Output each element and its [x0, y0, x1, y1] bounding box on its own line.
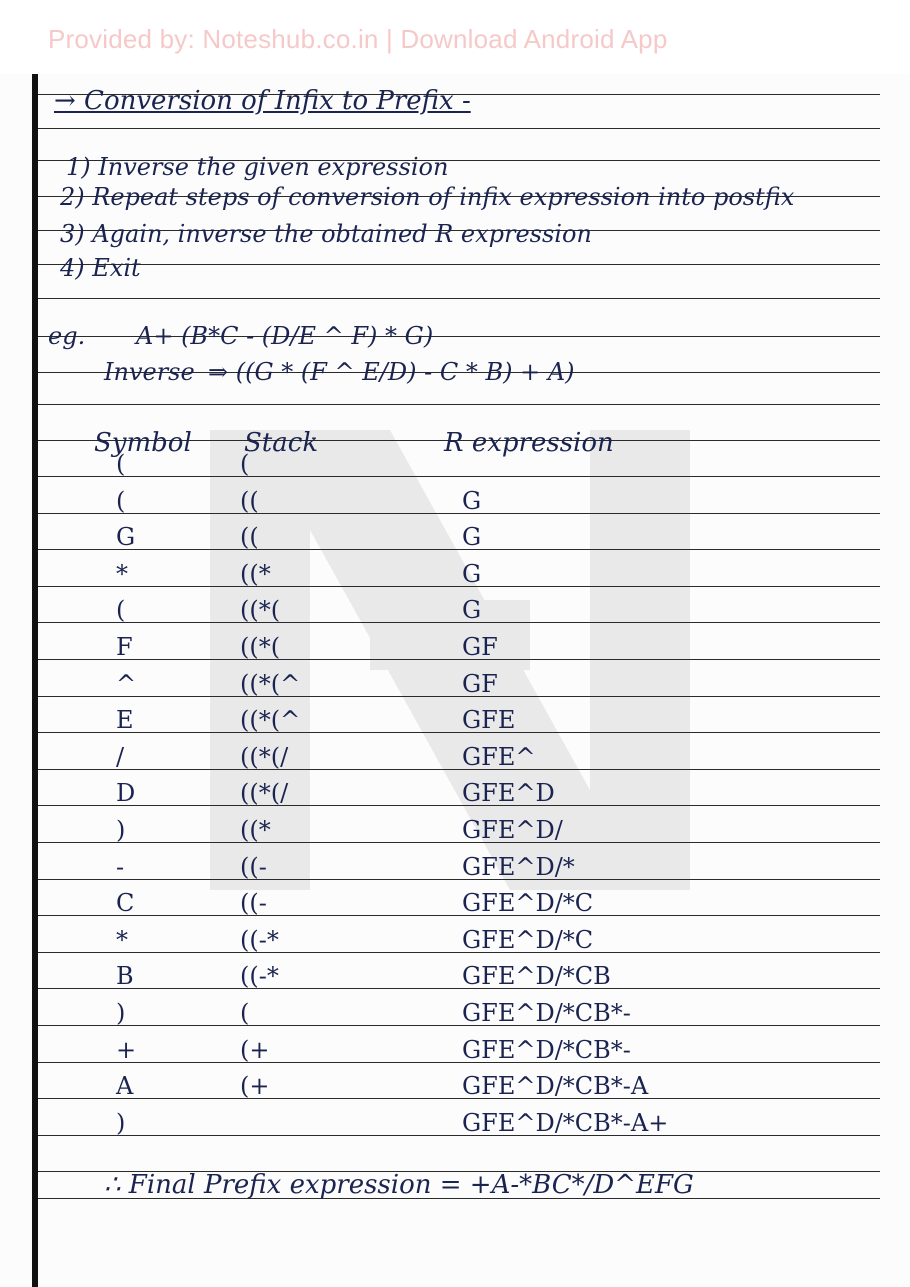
stack-cell: ((*(/ [240, 779, 289, 807]
ruled-line [38, 128, 880, 129]
symbol-cell: ) [116, 1109, 126, 1137]
ruled-line [38, 513, 880, 514]
symbol-cell: - [116, 853, 125, 881]
stack-cell: ((*( [240, 596, 281, 624]
ruled-line [38, 805, 880, 806]
step-2: 2) Repeat steps of conversion of infix expression into postfix [60, 183, 795, 211]
stack-cell: ((*(/ [240, 743, 289, 771]
page-heading: → Conversion of Infix to Prefix - [54, 86, 471, 116]
symbol-cell: E [116, 706, 134, 734]
symbol-cell: ( [116, 450, 126, 478]
final-prefix-expression: ∴ Final Prefix expression = +A-*BC*/D^EFG [104, 1170, 694, 1200]
r-expression-cell: GF [462, 633, 498, 661]
ruled-line [38, 549, 880, 550]
ruled-line [38, 915, 880, 916]
stack-cell: ((*(^ [240, 670, 301, 698]
margin-rule [32, 74, 38, 1287]
step-1: 1) Inverse the given expression [66, 153, 449, 181]
r-expression-cell: GFE^D/*CB*- [462, 999, 631, 1027]
step-3: 3) Again, inverse the obtained R expression [60, 220, 592, 248]
r-expression-cell: GFE^ [462, 743, 536, 771]
ruled-line [38, 842, 880, 843]
r-expression-cell: GFE [462, 706, 516, 734]
ruled-line [38, 1098, 880, 1099]
r-expression-cell: GFE^D/*CB [462, 962, 611, 990]
symbol-cell: * [116, 926, 128, 954]
symbol-cell: D [116, 779, 136, 807]
stack-cell: (( [240, 523, 259, 551]
ruled-line [38, 879, 880, 880]
symbol-cell: C [116, 889, 135, 917]
r-expression-cell: GFE^D/*CB*- [462, 1036, 631, 1064]
r-expression-cell: G [462, 523, 482, 551]
inverse-label: Inverse [104, 358, 195, 386]
column-header-r-expression: R expression [444, 428, 614, 458]
symbol-cell: A [116, 1072, 134, 1100]
stack-cell: ( [240, 999, 250, 1027]
ruled-line [38, 988, 880, 989]
stack-cell: (+ [240, 1072, 270, 1100]
stack-cell: ((- [240, 889, 267, 917]
symbol-cell: G [116, 523, 136, 551]
symbol-cell: ( [116, 487, 126, 515]
column-header-stack: Stack [244, 428, 319, 458]
r-expression-cell: GFE^D/*C [462, 926, 594, 954]
ruled-line [38, 1025, 880, 1026]
symbol-cell: ) [116, 999, 126, 1027]
r-expression-cell: GFE^D/ [462, 816, 563, 844]
symbol-cell: ^ [116, 670, 137, 698]
ruled-line [38, 404, 880, 405]
stack-cell: ((-* [240, 926, 279, 954]
stack-cell: ((*( [240, 633, 281, 661]
r-expression-cell: G [462, 596, 482, 624]
r-expression-cell: GFE^D/*CB*-A [462, 1072, 649, 1100]
ruled-line [38, 298, 880, 299]
r-expression-cell: G [462, 560, 482, 588]
r-expression-cell: GFE^D/*CB*-A+ [462, 1109, 669, 1137]
step-4: 4) Exit [60, 254, 141, 282]
r-expression-cell: GFE^D/*C [462, 889, 594, 917]
ruled-line [38, 696, 880, 697]
ruled-line [38, 476, 880, 477]
ruled-line [38, 732, 880, 733]
stack-cell: ((*(^ [240, 706, 301, 734]
symbol-cell: ) [116, 816, 126, 844]
column-header-symbol: Symbol [94, 428, 192, 458]
stack-cell: ((* [240, 816, 271, 844]
ruled-line [38, 952, 880, 953]
ruled-line [38, 1135, 880, 1136]
example-label: eg. [48, 322, 86, 350]
stack-cell: (+ [240, 1036, 270, 1064]
inverse-expression: ⇒ ((G * (F ^ E/D) - C * B) + A) [208, 358, 575, 386]
ruled-line [38, 1062, 880, 1063]
stack-cell: ( [240, 450, 250, 478]
watermark-banner: Provided by: Noteshub.co.in | Download Android App [48, 24, 668, 54]
symbol-cell: ( [116, 596, 126, 624]
symbol-cell: * [116, 560, 128, 588]
r-expression-cell: G [462, 487, 482, 515]
stack-cell: (( [240, 487, 259, 515]
stack-cell: ((-* [240, 962, 279, 990]
stack-cell: ((* [240, 560, 271, 588]
example-expression: A+ (B*C - (D/E ^ F) * G) [136, 322, 434, 350]
r-expression-cell: GFE^D/* [462, 853, 575, 881]
ruled-line [38, 264, 880, 265]
r-expression-cell: GF [462, 670, 498, 698]
symbol-cell: B [116, 962, 134, 990]
ruled-line [38, 586, 880, 587]
symbol-cell: / [116, 743, 125, 771]
ruled-line [38, 622, 880, 623]
r-expression-cell: GFE^D [462, 779, 555, 807]
stack-cell: ((- [240, 853, 267, 881]
symbol-cell: + [116, 1036, 137, 1064]
ruled-line [38, 769, 880, 770]
symbol-cell: F [116, 633, 133, 661]
ruled-line [38, 659, 880, 660]
